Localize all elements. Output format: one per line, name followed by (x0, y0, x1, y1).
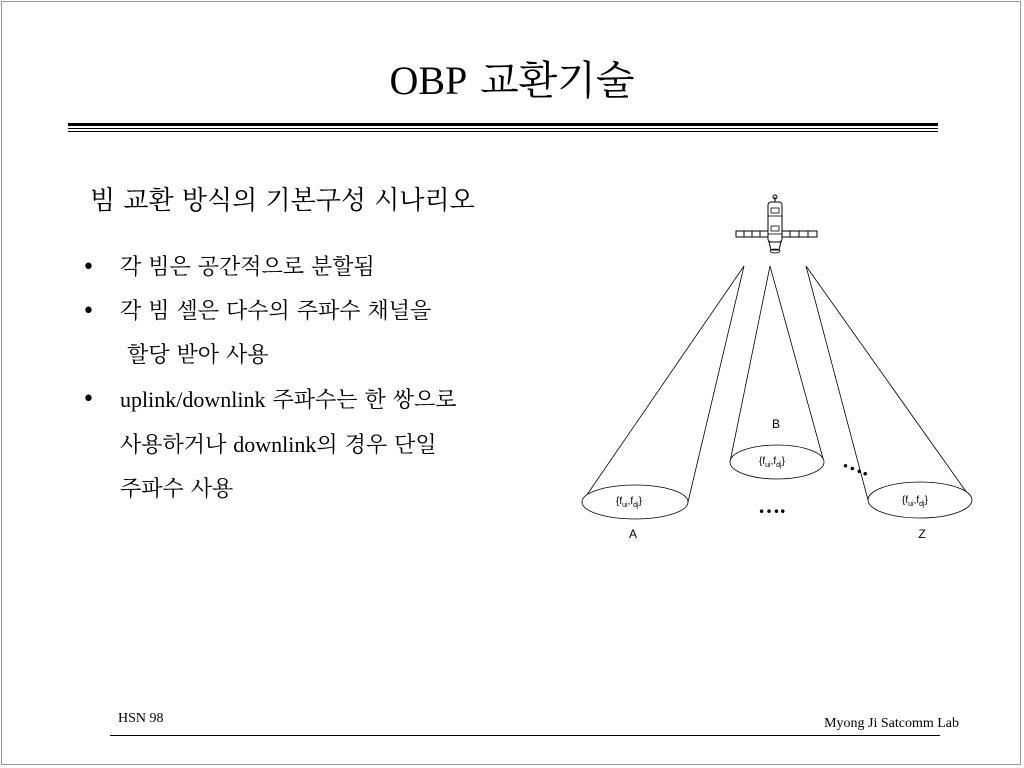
freq-label-b: $\{f_{ui},f_{dj}\}$ (759, 456, 785, 469)
bullet-term-downlink: downlink (233, 432, 317, 457)
cell-label-b: B (771, 417, 781, 431)
bullet-text: 의 경우 단일 (316, 433, 437, 458)
title-rule-top (68, 123, 938, 126)
bullet-item (78, 290, 578, 378)
freq-label-a: $\{f_{ui},f_{dj}\}$ (616, 496, 642, 509)
bullet-line: 할당 받아 사용 (120, 343, 269, 368)
slide-title (0, 56, 1024, 106)
bullet-dot: • (82, 387, 95, 412)
bullet-item (78, 246, 578, 290)
bullet-line: 각 빔 셀은 다수의 주파수 채널을 (120, 299, 432, 324)
beam-cell-z (868, 482, 972, 518)
ellipsis-toward-z: …. (839, 447, 875, 481)
footer-right: Myong Ji Satcomm Lab (824, 716, 959, 731)
cell-label-a: A (628, 527, 638, 541)
subtitle: 빔 교환 방식의 기본구성 시나리오 (90, 186, 475, 216)
footer-rule (110, 735, 940, 736)
beam-cone-z (806, 266, 972, 500)
cell-label-z: Z (918, 527, 926, 541)
bullet-dot: • (82, 255, 95, 280)
ellipsis-between-cells: …. (758, 493, 786, 518)
bullet-term-uplink-downlink: uplink/downlink (120, 387, 266, 412)
beam-cone-b (730, 266, 824, 462)
title-latin: OBP (389, 58, 468, 103)
footer-left: HSN 98 (118, 711, 164, 726)
freq-label-z: $\{f_{ui},f_{dj}\}$ (902, 495, 928, 508)
bullet-item (78, 378, 578, 512)
beam-switching-diagram (575, 185, 980, 555)
bullet-list (78, 246, 578, 512)
bullet-text: 사용하거나 (120, 433, 234, 458)
bullet-dot: • (82, 299, 95, 324)
title-rule-bottom (68, 131, 938, 132)
title-korean: 교환기술 (479, 58, 635, 104)
bullet-line: 각 빔은 공간적으로 분할됨 (120, 255, 375, 280)
bullet-line (120, 423, 578, 468)
satellite-icon (736, 195, 817, 253)
bullet-line (120, 378, 578, 423)
bullet-line: 주파수 사용 (120, 477, 234, 502)
title-rule-middle (68, 128, 938, 129)
bullet-text: 주파수는 한 쌍으로 (265, 388, 457, 413)
beam-cone-a (582, 266, 744, 502)
